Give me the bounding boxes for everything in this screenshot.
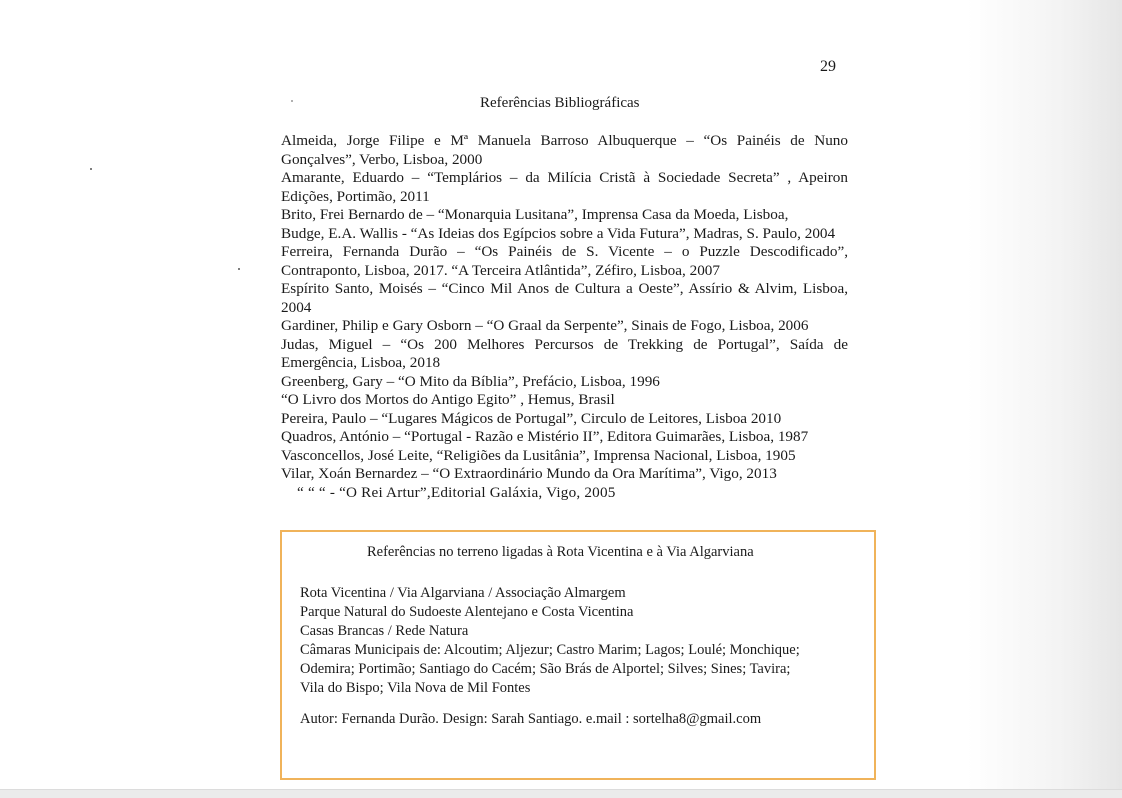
reference-item: Quadros, António – “Portugal - Razão e Mistério II”, Editora Guimarães, Lisboa, 1987 bbox=[281, 428, 809, 445]
reference-item: Vilar, Xoán Bernardez – “O Extraordinário Mundo da Ora Marítima”, Vigo, 2013 bbox=[281, 465, 777, 482]
reference-item: Budge, E.A. Wallis - “As Ideias dos Egípcios sobre a Vida Futura”, Madras, S. Paulo, 2004 bbox=[281, 224, 836, 242]
reference-item: Ferreira, Fernanda Durão – “Os Painéis de S. Vicente – o Puzzle Descodificado”, Contraponto, Lisboa, 2017. “A Terceira Atlântida”, Zéfiro, Lisboa, 2007 bbox=[281, 243, 848, 279]
box-line: Câmaras Municipais de: Alcoutim; Aljezur; Castro Marim; Lagos; Loulé; Monchique; bbox=[300, 642, 800, 658]
scan-edge-shadow bbox=[967, 0, 1122, 798]
scan-speck bbox=[90, 168, 92, 170]
scan-bottom-edge bbox=[0, 789, 1122, 798]
reference-item: Almeida, Jorge Filipe e Mª Manuela Barroso Albuquerque – “Os Painéis de Nuno Gonçalves”, Verbo, Lisboa, 2000 bbox=[281, 132, 848, 168]
page-title: Referências Bibliográficas bbox=[480, 95, 640, 111]
reference-item: “O Livro dos Mortos do Antigo Egito” , Hemus, Brasil bbox=[281, 391, 615, 408]
reference-item: Brito, Frei Bernardo de – “Monarquia Lusitana”, Imprensa Casa da Moeda, Lisboa, bbox=[281, 206, 789, 223]
reference-list bbox=[281, 132, 848, 502]
page-number: 29 bbox=[820, 58, 836, 75]
box-line: Rota Vicentina / Via Algarviana / Associação Almargem bbox=[300, 585, 626, 601]
scan-speck bbox=[291, 100, 293, 102]
box-title: Referências no terreno ligadas à Rota Vicentina e à Via Algarviana bbox=[367, 544, 754, 560]
reference-item: Judas, Miguel – “Os 200 Melhores Percursos de Trekking de Portugal”, Saída de Emergência, Lisboa, 2018 bbox=[281, 335, 848, 371]
box-line: Odemira; Portimão; Santiago do Cacém; São Brás de Alportel; Silves; Sines; Tavira; bbox=[300, 661, 791, 677]
reference-item: Amarante, Eduardo – “Templários – da Milícia Cristã à Sociedade Secreta” , Apeiron Edições, Portimão, 2011 bbox=[281, 169, 848, 205]
reference-item: Espírito Santo, Moisés – “Cinco Mil Anos de Cultura a Oeste”, Assírio & Alvim, Lisboa, 2004 bbox=[281, 280, 848, 316]
box-line: Parque Natural do Sudoeste Alentejano e Costa Vicentina bbox=[300, 604, 634, 620]
reference-item: Greenberg, Gary – “O Mito da Bíblia”, Prefácio, Lisboa, 1996 bbox=[281, 372, 660, 390]
reference-item: Pereira, Paulo – “Lugares Mágicos de Portugal”, Circulo de Leitores, Lisboa 2010 bbox=[281, 409, 782, 427]
box-line: Casas Brancas / Rede Natura bbox=[300, 623, 469, 639]
reference-item: Gardiner, Philip e Gary Osborn – “O Graal da Serpente”, Sinais de Fogo, Lisboa, 2006 bbox=[281, 317, 809, 334]
box-line: Vila do Bispo; Vila Nova de Mil Fontes bbox=[300, 680, 531, 696]
scan-speck bbox=[238, 268, 240, 270]
field-references-box bbox=[280, 530, 876, 780]
reference-item: “ “ “ - “O Rei Artur”,Editorial Galáxia, Vigo, 2005 bbox=[297, 483, 616, 501]
box-line-list bbox=[300, 584, 872, 698]
reference-item: Vasconcellos, José Leite, “Religiões da Lusitânia”, Imprensa Nacional, Lisboa, 1905 bbox=[281, 446, 796, 464]
author-credit: Autor: Fernanda Durão. Design: Sarah Santiago. e.mail : sortelha8@gmail.com bbox=[300, 711, 762, 727]
